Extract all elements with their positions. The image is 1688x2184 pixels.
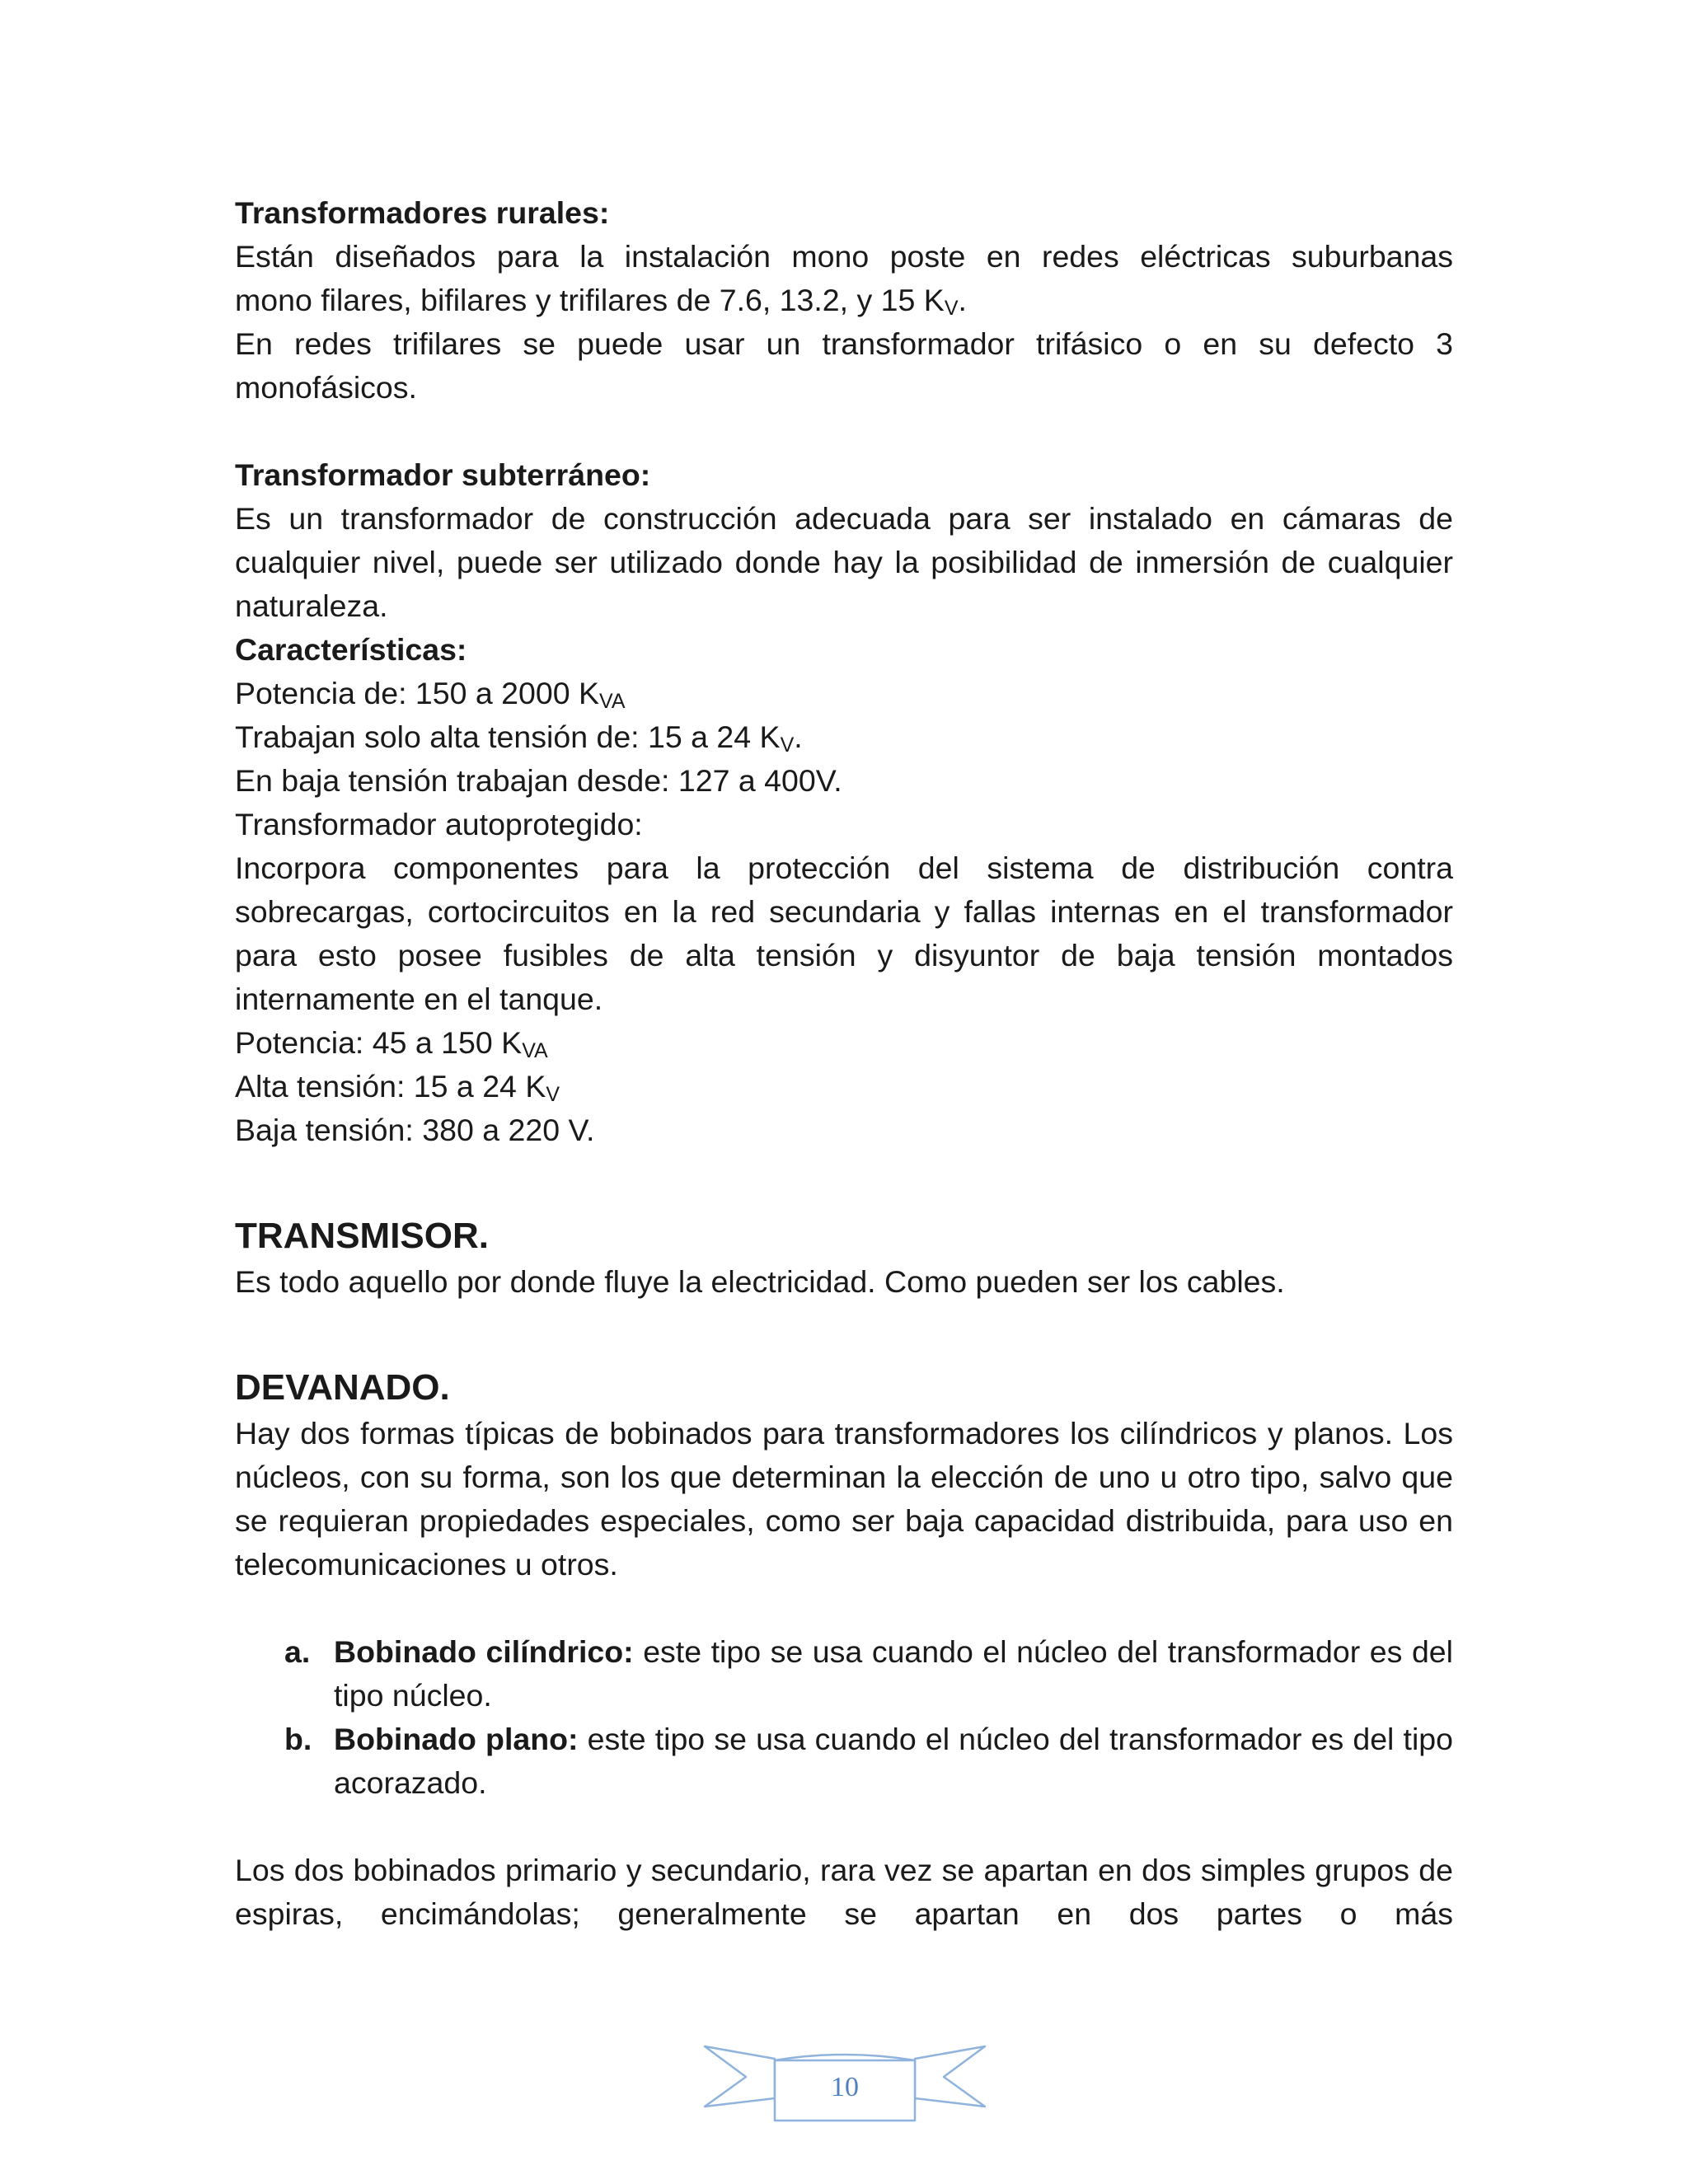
transmisor-heading: TRANSMISOR. [235, 1216, 489, 1256]
subterraneo-heading: Transformador subterráneo: [235, 457, 651, 492]
subterraneo-paragraph: Es un transformador de construcción adecuada para ser instalado en cámaras de cualquier nivel, puede ser utilizado donde hay la posibilidad de inmersión de cualquier naturaleza. [235, 501, 1453, 623]
baja-tension-line: En baja tensión trabajan desde: 127 a 400V. [235, 763, 842, 798]
caracteristicas-heading: Características: [235, 632, 467, 667]
unit-subscript: V [944, 297, 959, 320]
page-footer [701, 2042, 989, 2133]
devanado-intro: Hay dos formas típicas de bobinados para transformadores los cilíndricos y planos. Los núcleos, con su forma, son los que determinan la elección de uno u otro tipo, salvo que se requieran propiedades especiales, como ser baja capacidad distribuida, para uso en telecomunicaciones u otros. [235, 1416, 1453, 1582]
devanado-closing: Los dos bobinados primario y secundario, rara vez se apartan en dos simples grupos de espiras, encimándolas; generalmente se apartan en dos partes o más [235, 1853, 1453, 1931]
page-content [235, 191, 1453, 1936]
unit-subscript: V [546, 1083, 560, 1106]
bobinado-list [235, 1630, 1453, 1805]
auto-alta-tension-line: Alta tensión: 15 a 24 $K_V$ [235, 1069, 560, 1106]
auto-potencia-line: Potencia: 45 a 150 $K_{VA}$ [235, 1025, 548, 1062]
list-item: b. Bobinado plano: este tipo se usa cuando el núcleo del transformador es del tipo acorazado. [284, 1722, 1453, 1800]
autoprotegido-description: Incorpora componentes para la protección del sistema de distribución contra sobrecargas, cortocircuitos en la red secundaria y fallas internas en el transformador para esto posee fusibles de alta tensión y disyuntor de baja tensión montados internamente en el tanque. [235, 851, 1453, 1016]
potencia-line: Potencia de: 150 a 2000 $K_{VA}$ [235, 676, 626, 713]
unit-subscript: VA [522, 1039, 548, 1062]
unit-subscript: V [780, 733, 795, 757]
autoprotegido-title: Transformador autoprotegido: [235, 807, 643, 841]
rural-paragraph-line1: Están diseñados para la instalación mono poste en redes eléctricas suburbanas [235, 239, 1453, 274]
auto-baja-tension-line: Baja tensión: 380 a 220 V. [235, 1113, 595, 1147]
devanado-heading: DEVANADO. [235, 1367, 450, 1408]
rural-heading: Transformadores rurales: [235, 195, 610, 230]
page-number: 10 [831, 2072, 859, 2102]
transmisor-text: Es todo aquello por donde fluye la electricidad. Como pueden ser los cables. [235, 1264, 1285, 1299]
rural-trifilar-paragraph: En redes trifilares se puede usar un transformador trifásico o en su defecto 3 monofásicos. [235, 326, 1453, 405]
alta-tension-line: Trabajan solo alta tensión de: 15 a 24 $K_V$. [235, 719, 803, 757]
unit-subscript: VA [599, 690, 626, 713]
rural-paragraph-line2: mono filares, bifilares y trifilares de 7.6, 13.2, y 15 $K_V$. [235, 283, 967, 320]
list-item: a. Bobinado cilíndrico: este tipo se usa cuando el núcleo del transformador es del tipo núcleo. [284, 1634, 1453, 1713]
